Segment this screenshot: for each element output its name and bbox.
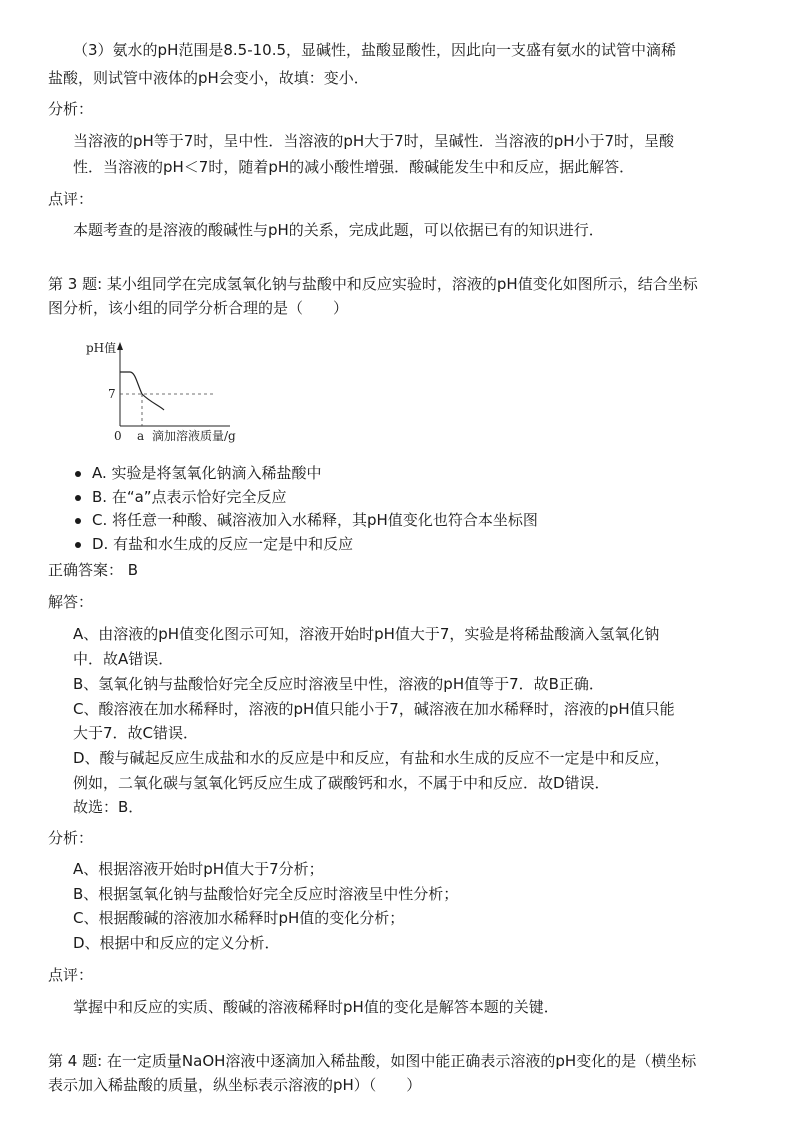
q3-comment-heading: 点评： <box>48 966 94 984</box>
y-axis-label: pH值 <box>86 341 117 355</box>
answer-line <box>48 560 138 580</box>
x-tick-a: a <box>137 429 145 443</box>
solution-line-8: 故选：B． <box>73 798 144 816</box>
option-a[interactable] <box>48 462 538 486</box>
solution-line-1: A、由溶液的pH值变化图示可知，溶液开始时pH值大于7，实验是将稀盐酸滴入氢氧化钠 <box>73 625 660 643</box>
q3-stem-line-1: 第 3 题: 某小组同学在完成氢氧化钠与盐酸中和反应实验时，溶液的pH值变化如图所示，结合坐标 <box>48 275 698 293</box>
q2-analysis-line-1: 当溶液的pH等于7时，呈中性．当溶液的pH大于7时，呈碱性．当溶液的pH小于7时，呈酸 <box>73 132 675 150</box>
bullet-icon <box>75 542 81 548</box>
option-c-text: C. 将任意一种酸、碱溶液加入水稀释，其pH值变化也符合本坐标图 <box>92 511 538 529</box>
solution-line-2: 中．故A错误． <box>73 650 174 668</box>
answer-label: 正确答案： <box>48 561 124 579</box>
solution-line-3: B、氢氧化钠与盐酸恰好完全反应时溶液呈中性，溶液的pH值等于7．故B正确． <box>73 675 604 693</box>
solution-line-4: C、酸溶液在加水稀释时，溶液的pH值只能小于7，碱溶液在加水稀释时，溶液的pH值只能 <box>73 700 675 718</box>
origin-label: 0 <box>114 429 122 443</box>
q2-analysis-heading: 分析： <box>48 100 94 118</box>
q4-stem-line-1: 第 4 题: 在一定质量NaOH溶液中逐滴加入稀盐酸，如图中能正确表示溶液的pH变化的是（横坐标 <box>48 1052 697 1070</box>
x-axis-label: 滴加溶液质量/g <box>152 429 236 443</box>
q3-analysis-line-1: A、根据溶液开始时pH值大于7分析； <box>73 860 324 878</box>
solution-heading: 解答： <box>48 593 94 611</box>
q2-tail-line-1: （3）氨水的pH范围是8.5-10.5，显碱性，盐酸显酸性，因此向一支盛有氨水的试管中滴稀 <box>73 41 677 59</box>
q2-comment-line-1: 本题考查的是溶液的酸碱性与pH的关系，完成此题，可以依据已有的知识进行． <box>73 221 604 239</box>
option-b-text: B. 在“a”点表示恰好完全反应 <box>92 487 287 506</box>
q3-stem-line-2: 图分析，该小组的同学分析合理的是（ ） <box>48 299 349 317</box>
option-d[interactable] <box>48 533 538 557</box>
solution-line-6: D、酸与碱起反应生成盐和水的反应是中和反应，有盐和水生成的反应不一定是中和反应， <box>73 749 670 767</box>
bullet-icon <box>75 518 81 524</box>
q4-stem-line-2: 表示加入稀盐酸的质量，纵坐标表示溶液的pH）（ ） <box>48 1076 422 1094</box>
y-tick-7: 7 <box>108 387 116 401</box>
option-d-text: D. 有盐和水生成的反应一定是中和反应 <box>92 534 354 553</box>
q3-analysis-heading: 分析： <box>48 829 94 847</box>
q2-tail-line-2: 盐酸，则试管中液体的pH会变小，故填：变小． <box>48 69 369 87</box>
bullet-icon <box>75 495 81 501</box>
ph-chart <box>80 338 260 448</box>
ph-curve <box>120 372 164 410</box>
q2-analysis-line-2: 性．当溶液的pH＜7时，随着pH的减小酸性增强．酸碱能发生中和反应，据此解答． <box>73 158 635 176</box>
q3-analysis-line-3: C、根据酸碱的溶液加水稀释时pH值的变化分析； <box>73 909 405 927</box>
solution-line-7: 例如，二氧化碳与氢氧化钙反应生成了碳酸钙和水，不属于中和反应．故D错误． <box>73 774 610 792</box>
option-a-text: A. 实验是将氢氧化钠滴入稀盐酸中 <box>92 464 322 482</box>
answer-value: B <box>127 561 139 579</box>
q3-comment-line: 掌握中和反应的实质、酸碱的溶液稀释时pH值的变化是解答本题的关键． <box>73 998 559 1016</box>
q2-comment-heading: 点评： <box>48 190 94 208</box>
solution-line-5: 大于7．故C错误． <box>73 724 199 742</box>
q3-analysis-line-4: D、根据中和反应的定义分析． <box>73 934 280 952</box>
option-b[interactable] <box>48 486 538 510</box>
q3-analysis-line-2: B、根据氢氧化钠与盐酸恰好完全反应时溶液呈中性分析； <box>73 885 459 903</box>
y-axis-arrow <box>117 342 123 350</box>
bullet-icon <box>75 471 81 477</box>
q3-options <box>48 462 538 556</box>
option-c[interactable] <box>48 509 538 533</box>
